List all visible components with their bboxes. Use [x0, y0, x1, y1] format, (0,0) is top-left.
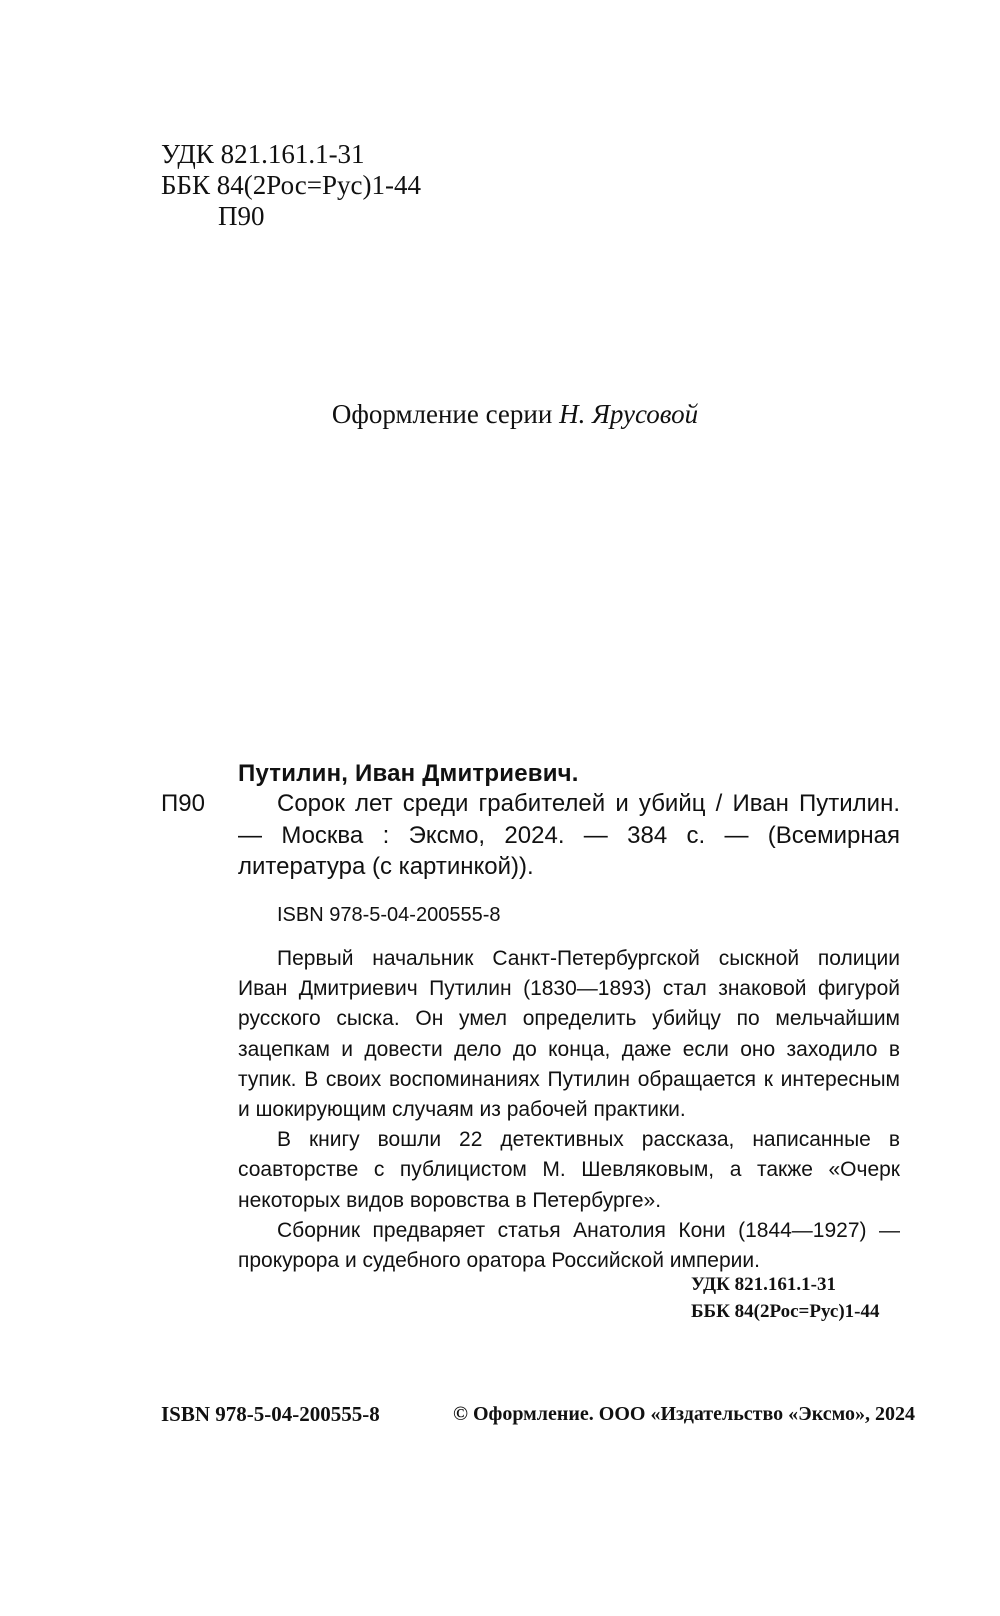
- book-annotation: [238, 944, 900, 1276]
- catalog-author-code: П90: [161, 790, 205, 817]
- author-code-top: П90: [218, 201, 265, 231]
- annotation-paragraph: В книгу вошли 22 детективных рассказа, написанные в соавторстве с публицистом М. Шевляковым, а также «Очерк некоторых видов воровства в Петербурге».: [238, 1128, 900, 1212]
- footer-copyright: © Оформление. ООО «Издательство «Эксмо», 2024: [453, 1403, 915, 1425]
- catalog-isbn: ISBN 978-5-04-200555-8: [277, 904, 501, 926]
- annotation-paragraph: Сборник предваряет статья Анатолия Кони (1844—1927) — прокурора и судебного оратора Российской империи.: [238, 1218, 900, 1273]
- catalog-author: Путилин, Иван Дмитриевич.: [238, 760, 579, 787]
- bbk-code-bottom: ББК 84(2Рос=Рус)1-44: [691, 1301, 880, 1322]
- bbk-code-top: ББК 84(2Рос=Рус)1-44: [161, 170, 421, 200]
- series-design-label: Оформление серии: [331, 399, 553, 429]
- bottom-classification: [691, 1271, 879, 1325]
- udk-code-top: УДК 821.161.1-31: [161, 139, 365, 169]
- annotation-paragraph: Первый начальник Санкт-Петербургской сыскной полиции Иван Дмитриевич Путилин (1830—1893) стал знаковой фигурой русского сыска. Он умел определить убийцу по мельчайшим зацепкам и довести дело до конца, даже если оно заходило в тупик. В своих воспоминаниях Путилин обращается к интересным и шокирующим случаям из рабочей практики.: [238, 947, 900, 1122]
- udk-code-bottom: УДК 821.161.1-31: [691, 1274, 836, 1295]
- series-designer-name: Н. Ярусовой: [559, 399, 699, 429]
- footer-isbn: ISBN 978-5-04-200555-8: [161, 1402, 380, 1426]
- series-design-credit: [0, 398, 1000, 430]
- bibliographic-description: Сорок лет среди грабителей и убийц / Иван Путилин. — Москва : Эксмо, 2024. — 384 с. — (Всемирная литература (с картинкой)).: [238, 790, 900, 880]
